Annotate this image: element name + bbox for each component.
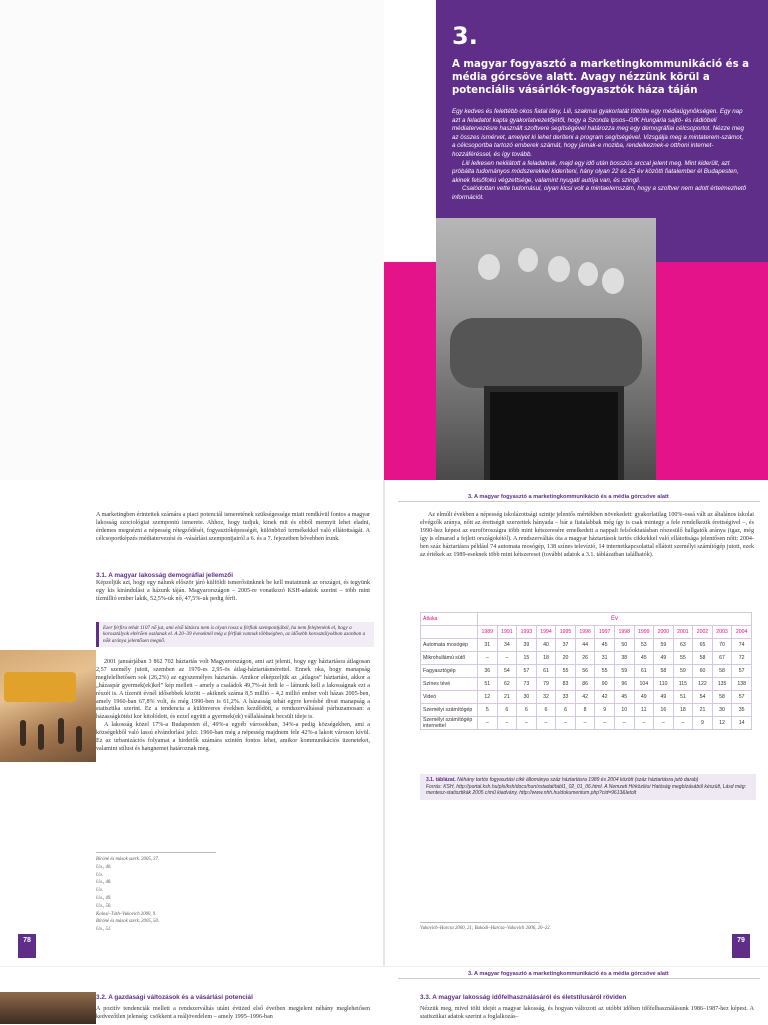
table-cell: 44 xyxy=(575,639,595,652)
table-cell: 6 xyxy=(536,704,556,717)
table-year-cell: 2001 xyxy=(673,626,693,639)
table-cell: – xyxy=(575,717,595,730)
table-row-label: Személyi számítógép internettel xyxy=(421,717,478,730)
footnote: Uo. xyxy=(96,872,104,878)
table-cell: 36 xyxy=(478,665,498,678)
table-row-label: Videó xyxy=(421,691,478,704)
table-cell: – xyxy=(497,652,517,665)
table-cell: 30 xyxy=(712,704,732,717)
table-cell: 83 xyxy=(556,678,576,691)
table-row xyxy=(421,652,752,665)
table-cell: 55 xyxy=(595,665,615,678)
table-cell: 16 xyxy=(654,704,674,717)
table-row-label: Fagyasztógép xyxy=(421,665,478,678)
table-cell: 135 xyxy=(712,678,732,691)
table-cell: 34 xyxy=(497,639,517,652)
person-head xyxy=(578,262,598,286)
pedestrian-shape xyxy=(38,724,44,750)
table-cell: 42 xyxy=(575,691,595,704)
table-cell: 45 xyxy=(614,691,634,704)
table-cell: 32 xyxy=(536,691,556,704)
table-row-label: Mikrohullámú sütő xyxy=(421,652,478,665)
table-cell: – xyxy=(556,717,576,730)
table-cell: 55 xyxy=(556,665,576,678)
paragraph: Képzeljük azt, hogy egy nálunk először járó külföldi ismerősünknek be kell mutatnunk az országot, és tegyünk egy kis kirándulást a házunk táján. Magyarországon – 2005-re vonatkozó KSH-adatok szerint – több mint tízmillió ember lakik, 52,5%-uk nő, 47,5%-uk pedig férfi. xyxy=(96,580,370,602)
table-cell: 63 xyxy=(673,639,693,652)
table-row-label: Színes tévé xyxy=(421,678,478,691)
intro-paragraph: Csalódottan vette tudomásul, olyan kicsi volt a mintaelemszám, hogy a szoftver nem adott értelmezhető információt. xyxy=(452,185,747,201)
table-cell: 79 xyxy=(536,678,556,691)
table-cell: 58 xyxy=(654,665,674,678)
table-cell: 18 xyxy=(536,652,556,665)
table-row xyxy=(421,704,752,717)
table-cell: 20 xyxy=(556,652,576,665)
table-cell: 26 xyxy=(575,652,595,665)
table-cell: 138 xyxy=(732,678,752,691)
table-cell: 70 xyxy=(712,639,732,652)
page-gutter xyxy=(383,480,385,966)
table-cell: 8 xyxy=(575,704,595,717)
paragraph: 2001 januárjában 3 862 702 háztartás volt Magyarországon, ami azt jelenti, hogy egy háztartásra átlagosan 2,57 személy jutott, szemben az 1970-es 2,95-ös átlag-háztartásmérettel. Ennek oka, hogy manapság megfelelhetősen sok (26,2%) az egyszemélyes háztartás. Amikor elképzeljük az „átlagos” háztartást, akkor a „házaspár gyermek(ek)kel” kép mellett – amely a családok 49,7%-át fedi le – látnunk kell a lakosságnak ezt a részét is. A tízenöt évnél idősebbek között – akiknek száma 8,5 millió – 4,2 millió ember volt házas 2005-ben, amely 1960-ban 67,8% volt, és még 1990-ben is 61,2%. A házasság tehát egyre kevésbé divat manapság a statisztika szerint. Ez a tendencia a különveres években kezdődött, a rendszerváltással párhuzamosan: a házasságkötési kor kitolódott, és ezzel együtt a gyermek(ek) vállalásának becsült ideje is. xyxy=(96,659,370,721)
table-cell: 49 xyxy=(654,691,674,704)
table-year-cell: 1996 xyxy=(575,626,595,639)
pedestrian-shape xyxy=(76,726,82,752)
table-cell: 18 xyxy=(673,704,693,717)
table-cell: 61 xyxy=(634,665,654,678)
left-intro-paragraph xyxy=(96,512,370,544)
page-number: 78 xyxy=(18,934,36,958)
paragraph: Az elmúlt években a népesség iskolázottsági szintje jelentős mértékben növekedett: gyakorlatilag 100%-ossá vált az általános iskolai elvégzők aránya, nőtt az érettségit szerzettek hányada – bár a fiatalabbak még így is csak mintegy a fele rendelkezik érettségivel –, és 1990-hez képest az euroföroszágra több mint kétszeresére emelkedett a nappali felsőoktatásban részesülő hallgatók aránya (igaz, még így is elmarad a fejlett országokétól). A rendszerváltás óta a magyar háztartások tartós cikkekkel való ellátottsága jelentősen nőtt: 2004-ben száz háztartásra például 74 automata mosógép, 138 színes televízió, 14 internetkapcsolattal ellátott személyi számítógép jutott, ezek az értékek az 1989-eseknek több mint kétszeresei (további adatok a 3.1. táblázatban találhatók). xyxy=(420,512,754,558)
table-row-label: Személyi számítógép xyxy=(421,704,478,717)
table-year-cell: 1997 xyxy=(595,626,615,639)
table-cell: 9 xyxy=(595,704,615,717)
table-cell: 51 xyxy=(673,691,693,704)
table-cell: 59 xyxy=(654,639,674,652)
footnote: Uo., 51. xyxy=(96,927,112,933)
table-cell: – xyxy=(673,717,693,730)
section-heading-3-1: 3.1. A magyar lakosság demográfiai jellemzői xyxy=(96,572,233,579)
table-cell: 9 xyxy=(693,717,713,730)
table-cell: 6 xyxy=(556,704,576,717)
table-cell: 50 xyxy=(614,639,634,652)
intro-paragraph: Egy kedves és felettébb okos fiatal lány, Lili, szakmai gyakorlatát töltötte egy médiaügynökségen. Egy nap azt a feladatot kapta gyakorlatvezetőjétől, hogy a Szonda Ipsos–GfK Hungária sajtó- és rádióbeli médiatervezésre használt szoftvere segítségével határozza meg egy demográfiai célcsoportot. Nézze meg az összes ismérvet, amelyet ki lehet deríteni a program segítségével. Vizsgálja meg a mintaterem-számot, a célcsoportba tartozó emberek számát, hogy járnak-e moziba, rendelkeznek-e otthoni internet-hozzáféréssel, és így tovább. xyxy=(452,108,744,158)
table-year-cell: 1993 xyxy=(517,626,537,639)
table-cell: 55 xyxy=(673,652,693,665)
table-cell: 35 xyxy=(732,704,752,717)
header-rule xyxy=(398,978,760,979)
table-cell: 115 xyxy=(673,678,693,691)
table-cell: 11 xyxy=(634,704,654,717)
table-cell: – xyxy=(595,717,615,730)
table-cell: 31 xyxy=(478,639,498,652)
table-cell: – xyxy=(478,652,498,665)
table-cell: 51 xyxy=(478,678,498,691)
table-cell: 12 xyxy=(712,717,732,730)
table-cell: 58 xyxy=(712,665,732,678)
bus-shape xyxy=(4,672,76,702)
table-cell: 21 xyxy=(693,704,713,717)
table-cell: 10 xyxy=(614,704,634,717)
table-cell: 6 xyxy=(517,704,537,717)
table-cell: 72 xyxy=(732,652,752,665)
chapter-title: A magyar fogyasztó a marketingkommunikáció és a média górcsöve alatt. Avagy nézzünk körül a potenciális vásárlók-fogyasztók háza táján xyxy=(452,59,750,96)
table-cell: 62 xyxy=(497,678,517,691)
table-cell: 49 xyxy=(654,652,674,665)
table-cell: 57 xyxy=(517,665,537,678)
table-cell: – xyxy=(536,717,556,730)
footnote: Uo., 40. xyxy=(96,864,112,870)
table-cell: – xyxy=(634,717,654,730)
table-cell: 6 xyxy=(497,704,517,717)
table-years-row xyxy=(421,626,752,639)
table-cell: 21 xyxy=(497,691,517,704)
table-cell: 45 xyxy=(595,639,615,652)
table-cell: 86 xyxy=(575,678,595,691)
table-row xyxy=(421,691,752,704)
table-cell: 56 xyxy=(575,665,595,678)
table-year-cell: 1999 xyxy=(634,626,654,639)
callout-box: Ezer férfira tehát 1107 nő jut, ami első látásra nem is olyan rossz a férfiak szempontjából, ha nem felejtenénk el, hogy a korosztályok eltérően oszlanak el. A 20–39 éveseknél még a férfiak vannak többségben, az idősebb korosztályokban azonban a nők aránya jelentősen megnő. xyxy=(96,622,374,647)
table-cell: 39 xyxy=(517,639,537,652)
table-row-label: Automata mosógép xyxy=(421,639,478,652)
running-header: 3. A magyar fogyasztó a marketingkommunikáció és a média górcsöve alatt xyxy=(468,971,669,977)
table-year-cell: 2000 xyxy=(654,626,674,639)
person-head xyxy=(602,268,624,294)
table-year-cell: 1994 xyxy=(536,626,556,639)
table-body xyxy=(421,639,752,730)
right-paragraph xyxy=(420,512,754,559)
street-photo xyxy=(0,650,96,762)
person-head xyxy=(548,256,570,282)
pedestrian-shape xyxy=(58,718,64,744)
pedestrian-shape xyxy=(20,720,26,746)
table-row xyxy=(421,717,752,730)
table-corner-label: Átlaka xyxy=(421,613,478,626)
table-cell: 57 xyxy=(732,691,752,704)
table-cell: 30 xyxy=(517,691,537,704)
table-cell: – xyxy=(497,717,517,730)
table-cell: 90 xyxy=(595,678,615,691)
blank-left-page xyxy=(0,0,384,480)
table-cell: 40 xyxy=(536,639,556,652)
table-row xyxy=(421,665,752,678)
table-cell: 12 xyxy=(478,691,498,704)
television-shape xyxy=(484,386,624,480)
table-cell: 74 xyxy=(732,639,752,652)
table-cell: 49 xyxy=(634,691,654,704)
table-cell: 67 xyxy=(712,652,732,665)
intro-paragraph: Lili lelkesen nekilátott a feladatnak, majd egy idő után bosszús arccal jelent meg. Mint kiderült, azt próbálta tudományos módszerekkel kideríteni, hány olyan 22 és 25 év közötti fiatalember él Budapesten, akinek felsőfokú végzettsége, valamint nyugati autója van, és szingli. xyxy=(452,159,739,184)
table-cell: 58 xyxy=(693,652,713,665)
paragraph: A pozitív tendenciák mellett a rendszerváltás utáni évtized első éveiben megjelent néhány meglehetősen kedvezőtlen jelenség: csökkent a reáljövedelem – amely 1995–1996-ban xyxy=(96,1006,370,1020)
table-cell: 104 xyxy=(634,678,654,691)
footnote-rule xyxy=(420,922,540,923)
table-cell: 59 xyxy=(673,665,693,678)
table-cell: 54 xyxy=(497,665,517,678)
table-year-cell: 2003 xyxy=(712,626,732,639)
table-cell: 61 xyxy=(536,665,556,678)
paragraph: A lakosság közel 17%-a Budapesten él, 49%-a egyéb városokban, 34%-a pedig községekben, ami a községekből való lassú elvándorlást jelzi: 1960-ban még a népesség majdnem fele 42%-a lakott városon kívül. Ez az urbanizációs folyamat a hirdetők számára szintén fontos lehet, amikor kommunikációs üzeneteket, valamint stílust és hangnemet határoznak meg. xyxy=(96,722,370,752)
group-photo xyxy=(436,218,656,480)
section-paragraph xyxy=(96,580,370,604)
table-row xyxy=(421,639,752,652)
footnote: Bíróné és mások szerk. 2005, 37. xyxy=(96,857,160,862)
table-cell: 38 xyxy=(614,652,634,665)
table-cell: 33 xyxy=(556,691,576,704)
footnote: Uo., 50. xyxy=(96,903,112,909)
table-year-cell: 1995 xyxy=(556,626,576,639)
footnote: Uo. xyxy=(96,888,104,894)
footnote-rule xyxy=(96,852,216,853)
table-year-cell: 2002 xyxy=(693,626,713,639)
header-rule xyxy=(398,501,760,502)
table-year-cell: 1998 xyxy=(614,626,634,639)
table-caption-source: Forrás: KSH, http://portal.ksh.hu/pls/ksh/docs/hun/xstadat/tabl1_02_01_06.html. A Nemzeti Hírközlési Hatóság megbízásából készült, Lásd még: mentesz-statisztikák 2005 című kiadvány, http://www.nhh.hu/dokumentum.php?cid=9613&letolt xyxy=(426,783,747,797)
table-year-cell: 2004 xyxy=(732,626,752,639)
table-cell: 58 xyxy=(712,691,732,704)
table-cell: 110 xyxy=(654,678,674,691)
table-cell: 122 xyxy=(693,678,713,691)
table-cell: 45 xyxy=(634,652,654,665)
sofa-shape xyxy=(450,318,642,388)
table-cell: 96 xyxy=(614,678,634,691)
chapter-number: 3. xyxy=(452,22,478,50)
table-cell: – xyxy=(614,717,634,730)
durable-goods-table xyxy=(420,612,752,730)
table-cell: – xyxy=(478,717,498,730)
table-cell: 14 xyxy=(732,717,752,730)
table-caption xyxy=(420,774,756,800)
table-cell: – xyxy=(517,717,537,730)
table-cell: 65 xyxy=(693,639,713,652)
table-year-cell: 1991 xyxy=(497,626,517,639)
table-cell: 42 xyxy=(595,691,615,704)
table-year-header: Ev xyxy=(478,613,752,626)
paragraph: A marketingben érintettek számára a piaci potenciál ismeretének szükségessége miatt rendkívül fontos a magyar lakosság szociológiai szempontú ismerete. Ahhoz, hogy tudjuk, kinek mit és ebből mennyit lehet eladni, érdemes megnézni a népesség rétegződését, fogyasztóképességét, különböző termékekkel való ellátottságát. A célcsoportképzés médiatervezési és -vásárlási szempontjairól a 6. és a 7. fejezetben bővebben írunk. xyxy=(96,512,370,542)
table-cell: – xyxy=(654,717,674,730)
table-cell: 73 xyxy=(517,678,537,691)
table-cell: 59 xyxy=(614,665,634,678)
page-number: 79 xyxy=(732,934,750,958)
running-header: 3. A magyar fogyasztó a marketingkommunikáció és a média górcsöve alatt xyxy=(468,494,669,500)
footnote: Bíróné és mások szerk. 2005, 50. xyxy=(96,919,160,925)
table-row xyxy=(421,678,752,691)
household-paragraphs xyxy=(96,659,370,754)
table-caption-title: 3.1. táblázat. xyxy=(426,777,456,783)
chapter-intro xyxy=(452,108,748,203)
person-head xyxy=(518,248,538,272)
table-cell: 53 xyxy=(634,639,654,652)
footnote: Uo., 49. xyxy=(96,895,112,901)
section-heading-3-2: 3.2. A gazdasági változások és a vásárlási potenciál xyxy=(96,994,253,1001)
table-year-cell: 1989 xyxy=(478,626,498,639)
table-cell: 31 xyxy=(595,652,615,665)
table-cell: 37 xyxy=(556,639,576,652)
table-header-cell xyxy=(421,626,478,639)
table-cell: 15 xyxy=(517,652,537,665)
paragraph: Nézzük meg, mivel tölti idejét a magyar lakosság, és hogyan változott az utóbbi időben időfelhasználásunk 1986–1987-hez képest. A statisztikai adatok szerint a foglalkozás– xyxy=(420,1006,754,1020)
footnote: Kolosi–Tóth–Vukovich 2000, 9. xyxy=(96,911,157,917)
person-head xyxy=(478,254,500,280)
footnotes-left xyxy=(96,856,366,934)
table-cell: 5 xyxy=(478,704,498,717)
section-heading-3-3: 3.3. A magyar lakosság időfelhasználásáról és életstílusáról röviden xyxy=(420,994,627,1001)
table-cell: 54 xyxy=(693,691,713,704)
table-cell: 60 xyxy=(693,665,713,678)
footnote: Uo., 48. xyxy=(96,880,112,886)
table-caption-text: Néhány tartós fogyasztási cikk állománya száz háztartásra 1989 és 2004 között (száz háztartásra jutó darab) xyxy=(457,777,699,783)
street-photo xyxy=(0,992,96,1024)
table-cell: 57 xyxy=(732,665,752,678)
footnote: Vukovich–Harcsa 2000, 21; Bukodi–Harcsa–Vukovich 2006, 20–22. xyxy=(420,926,551,931)
